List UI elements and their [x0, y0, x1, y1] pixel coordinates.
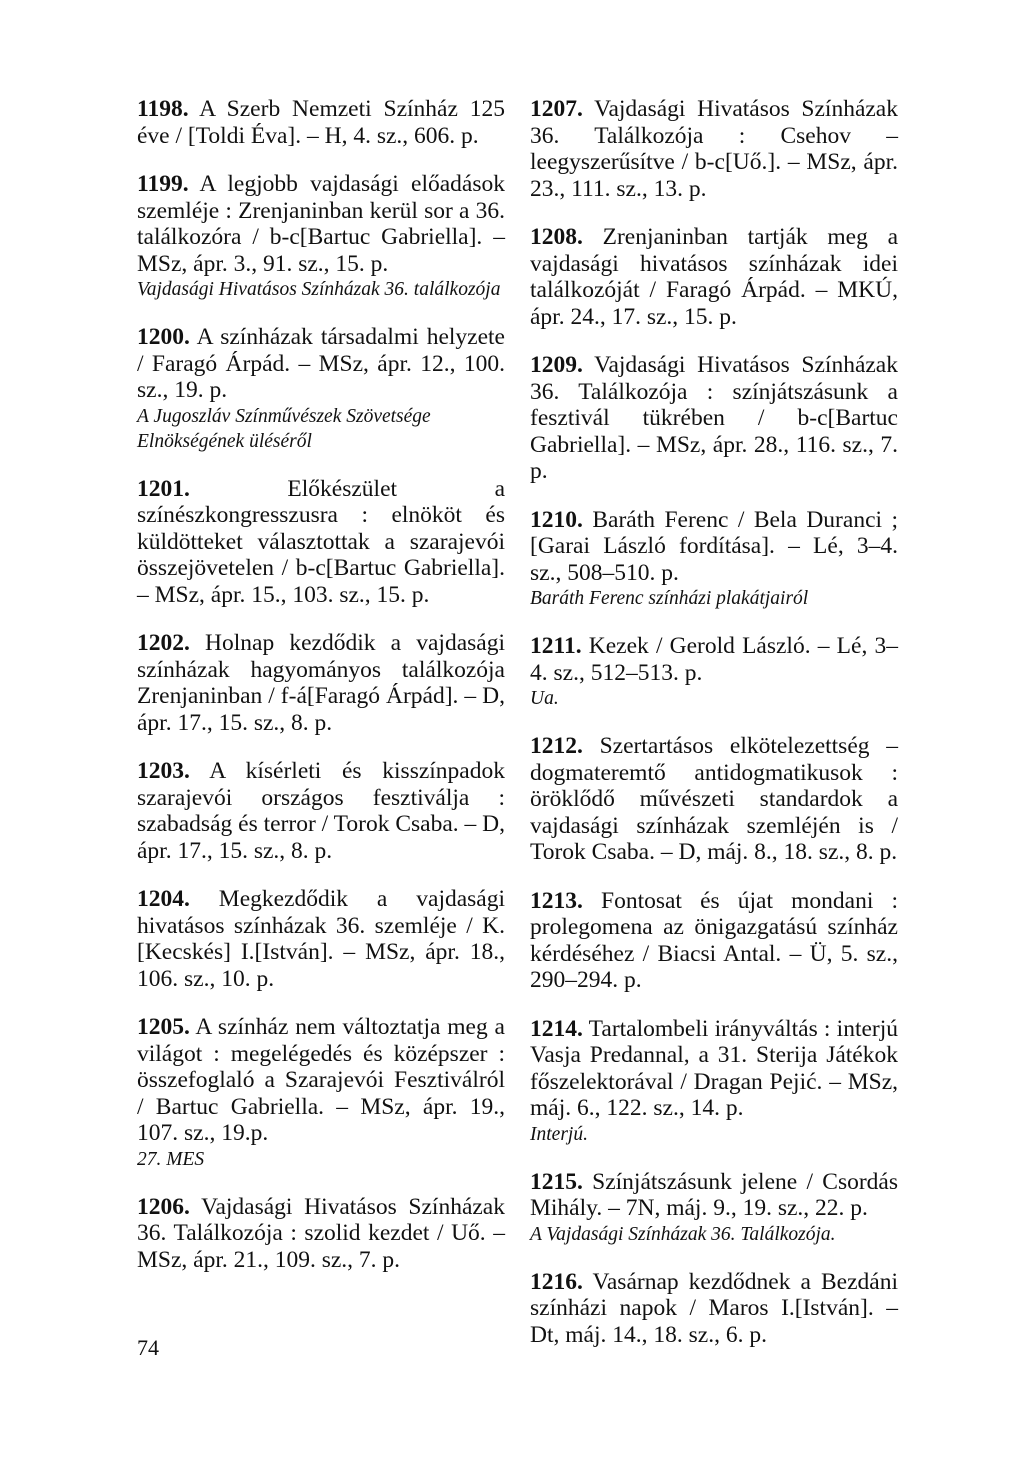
entry-text: A legjobb vajdasági előadások szemléje : Zrenjaninban kerül sor a 36. találkozóra / b-c[Bartuc Gabriella]. – MSz, ápr. 3., 91. sz., 15. p.	[137, 171, 505, 277]
bibliography-entry	[137, 1194, 505, 1274]
entry-text: Kezek / Gerold László. – Lé, 3–4. sz., 512–513. p.	[530, 633, 898, 686]
entry-text: A Szerb Nemzeti Színház 125 éve / [Toldi Éva]. – H, 4. sz., 606. p.	[137, 96, 505, 149]
entry-text: Fontosat és újat mondani : prolegomena az önigazgatású színház kérdéséhez / Biacsi Antal. – Ü, 5. sz., 290–294. p.	[530, 887, 898, 993]
left-column	[137, 96, 505, 1295]
entry-number: 1214.	[530, 1015, 583, 1042]
entry-text: Baráth Ferenc / Bela Duranci ; [Garai László fordítása]. – Lé, 3–4. sz., 508–510. p.	[530, 506, 899, 586]
entry-text: A színházak társadalmi helyzete / Faragó Árpád. – MSz, ápr. 12., 100. sz., 19. p.	[137, 324, 505, 403]
entry-text: Holnap kezdődik a vajdasági színházak hagyományos találkozója Zrenjaninban / f-á[Faragó Árpád]. – D, ápr. 17., 15. sz., 8. p.	[137, 630, 505, 736]
entry-number: 1213.	[530, 887, 583, 914]
entry-number: 1210.	[530, 506, 583, 533]
entry-number: 1205.	[137, 1014, 190, 1040]
entry-number: 1202.	[137, 630, 190, 656]
entry-number: 1203.	[137, 758, 190, 784]
entry-text: A kísérleti és kisszínpadok szarajevói országos fesztiválja : szabadság és terror / Torok Csaba. – D, ápr. 17., 15. sz., 8. p.	[137, 758, 505, 864]
entry-number: 1198.	[137, 96, 189, 122]
entry-text: Előkészület a színészkongresszusra : elnököt és küldötteket választottak a szarajevói összejövetelen / b-c[Bartuc Gabriella]. – MSz, ápr. 15., 103. sz., 15. p.	[137, 475, 505, 608]
entry-text: Vajdasági Hivatásos Színházak 36. Találkozója : Csehov – leegyszerűsítve / b-c[Uő.]. – MSz, ápr. 23., 111. sz., 13. p.	[530, 96, 898, 202]
page-number: 74	[137, 1335, 159, 1360]
bibliography-entry	[137, 476, 505, 609]
entry-number: 1200.	[137, 324, 190, 350]
entry-note: A Jugoszláv Színművészek Szövetsége Elnökségének üléséről	[137, 405, 431, 452]
entry-text: Vasárnap kezdődnek a Bezdáni színházi napok / Maros I.[István]. – Dt, máj. 14., 18. sz., 6. p.	[530, 1268, 898, 1348]
bibliography-entry	[530, 633, 898, 711]
entry-number: 1211.	[530, 633, 582, 659]
entry-number: 1199.	[137, 171, 189, 197]
bibliography-entry	[530, 352, 898, 485]
bibliography-entry	[137, 171, 505, 302]
bibliography-entry	[530, 1269, 898, 1349]
entry-text: Zrenjaninban tartják meg a vajdasági hivatásos színházak idei találkozóját / Faragó Árpád. – MKÚ, ápr. 24., 17. sz., 15. p.	[530, 224, 898, 330]
bibliography-entry	[137, 630, 505, 736]
entry-text: A színház nem változtatja meg a világot : megelégedés és középszer : összefoglaló a Szarajevói Fesztiválról / Bartuc Gabriella. – MSz, ápr. 19., 107. sz., 19.p.	[137, 1014, 505, 1146]
bibliography-entry	[530, 1016, 898, 1147]
entry-note: Baráth Ferenc színházi plakátjairól	[530, 588, 809, 609]
bibliography-entry	[137, 758, 505, 864]
bibliography-entry	[137, 886, 505, 992]
entry-number: 1207.	[530, 96, 583, 122]
entry-number: 1208.	[530, 224, 583, 250]
entry-number: 1201.	[137, 475, 190, 502]
entry-note: Interjú.	[530, 1123, 588, 1145]
bibliography-entry	[530, 733, 898, 866]
entry-text: Megkezdődik a vajdasági hivatásos színházak 36. szemléje / K.[Kecskés] I.[István]. – MSz, ápr. 18., 106. sz., 10. p.	[137, 886, 506, 992]
entry-number: 1204.	[137, 886, 190, 912]
entry-note: A Vajdasági Színházak 36. Találkozója.	[530, 1223, 836, 1245]
entry-text: Vajdasági Hivatásos Színházak 36. Találkozója : színjátszásunk a fesztivál tükrében / b-c[Bartuc Gabriella]. – MSz, ápr. 28., 116. sz., 7. p.	[530, 352, 898, 484]
entry-number: 1215.	[530, 1168, 583, 1195]
bibliography-entry	[137, 1014, 505, 1172]
entry-number: 1216.	[530, 1268, 583, 1295]
bibliography-entry	[530, 1169, 898, 1247]
entry-text: Szertartásos elkötelezettség – dogmateremtő antidogmatikusok : öröklődő művészeti standardok a vajdasági színházak szemléjén is / Torok Csaba. – D, máj. 8., 18. sz., 8. p.	[530, 733, 898, 865]
bibliography-entry	[530, 507, 898, 612]
entry-note: Vajdasági Hivatásos Színházak 36. találkozója	[137, 279, 501, 300]
entry-note: 27. MES	[137, 1148, 205, 1170]
entry-text: Színjátszásunk jelene / Csordás Mihály. – 7N, máj. 9., 19. sz., 22. p.	[530, 1168, 898, 1221]
bibliography-entry	[530, 96, 898, 202]
bibliography-entry	[137, 96, 505, 149]
entry-text: Vajdasági Hivatásos Színházak 36. Találkozója : szolid kezdet / Uő. – MSz, ápr. 21., 109. sz., 7. p.	[137, 1193, 505, 1273]
entry-number: 1206.	[137, 1193, 190, 1220]
bibliography-entry	[530, 888, 898, 994]
entry-text: Tartalombeli irányváltás : interjú Vasja Predannal, a 31. Sterija Játékok főszelektorával / Dragan Pejić. – MSz, máj. 6., 122. sz., 14. p.	[530, 1015, 899, 1121]
bibliography-entry	[137, 324, 505, 454]
entry-number: 1212.	[530, 733, 583, 759]
right-column	[530, 96, 898, 1370]
bibliography-entry	[530, 224, 898, 330]
entry-number: 1209.	[530, 352, 583, 378]
entry-note: Ua.	[530, 688, 559, 709]
